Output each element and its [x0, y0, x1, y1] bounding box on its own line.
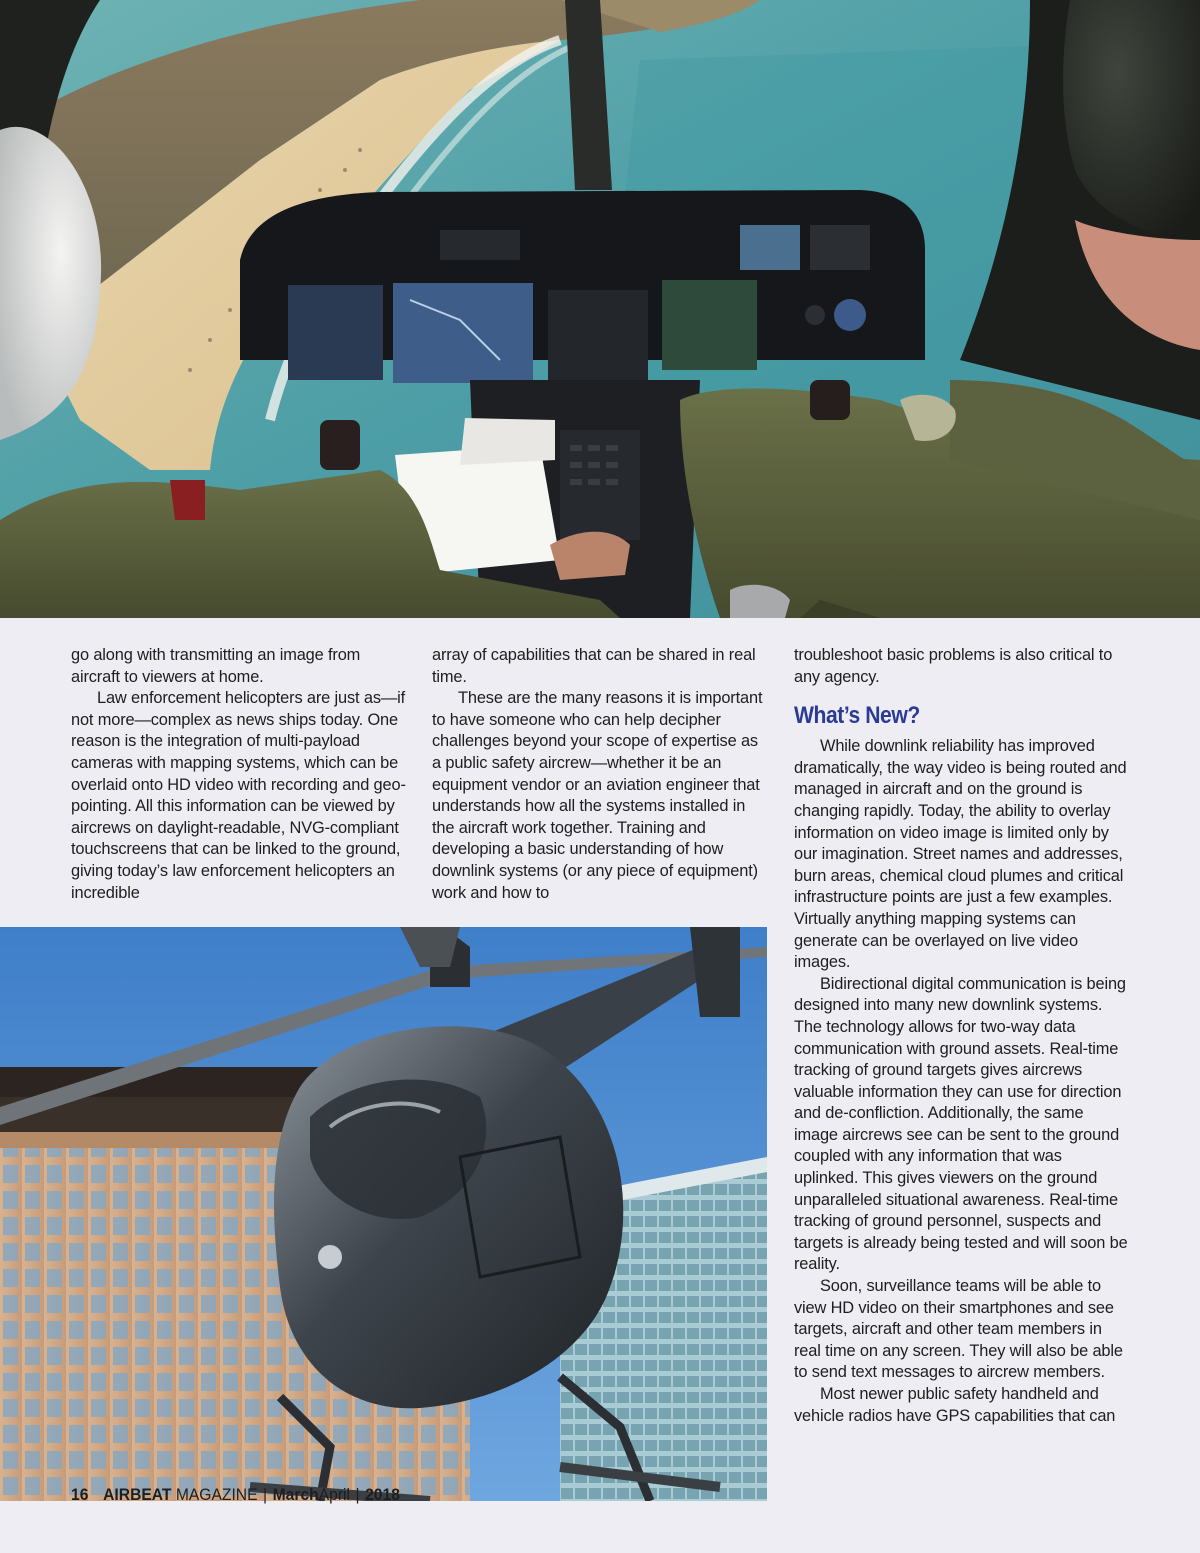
page-number: 16 [71, 1485, 89, 1504]
footer-separator: | [355, 1485, 360, 1504]
magazine-brand: AIRBEAT [103, 1485, 172, 1504]
body-paragraph: Most newer public safety handheld and vehicle radios have GPS capabilities that can [794, 1385, 1116, 1425]
issue-month-2: April [318, 1485, 351, 1504]
body-paragraph: troubleshoot basic problems is also critical to any agency. [794, 646, 1113, 686]
footer-separator: | [263, 1485, 268, 1504]
magazine-label: MAGAZINE [175, 1485, 258, 1504]
body-paragraph: array of capabilities that can be shared in real time. [432, 646, 756, 686]
body-paragraph: Soon, surveillance teams will be able to view HD video on their smartphones and see targets, aircraft and other team members in real time on any screen. They will also be able to send text messages to aircrew members. [794, 1277, 1123, 1382]
page-footer [71, 1484, 400, 1506]
cockpit-photo [0, 0, 1200, 618]
article-column-1 [71, 645, 406, 904]
article-column-3 [794, 645, 1129, 1427]
body-paragraph: Law enforcement helicopters are just as—if not more—complex as news ships today. One reason is the integration of multi-payload cameras with mapping systems, which can be overlaid onto HD video with recording and geo-pointing. All this information can be viewed by aircrews on daylight-readable, NVG-compliant touchscreens that can be linked to the ground, giving today’s law enforcement helicopters an incredible [71, 689, 406, 902]
issue-year: 2018 [365, 1485, 400, 1504]
article-column-2 [432, 645, 767, 904]
issue-month-1: March [272, 1485, 319, 1504]
helicopter-photo [0, 927, 767, 1501]
body-paragraph: go along with transmitting an image from aircraft to viewers at home. [71, 646, 361, 686]
body-paragraph: These are the many reasons it is important to have someone who can help decipher challenges beyond your scope of expertise as a public safety aircrew—whether it be an equipment vendor or an aviation engineer that understands how all the systems installed in the aircraft work together. Training and developing a basic understanding of how downlink systems (or any piece of equipment) work and how to [432, 689, 763, 902]
body-paragraph: Bidirectional digital communication is being designed into many new downlink systems. The technology allows for two-way data communication with ground assets. Real-time tracking of ground targets gives aircrews valuable information they can use for direction and de-confliction. Additionally, the same image aircrews see can be sent to the ground coupled with any information that was uplinked. This gives viewers on the ground unparalleled situational awareness. Real-time tracking of ground personnel, suspects and targets is already being tested and will soon be reality. [794, 974, 1128, 1274]
body-paragraph: While downlink reliability has improved dramatically, the way video is being routed and managed in aircraft and on the ground is changing rapidly. Today, the ability to overlay information on video image is limited only by our imagination. Street names and addresses, burn areas, chemical cloud plumes and critical infrastructure points are just a few examples. Virtually anything mapping systems can generate can be overlayed on live video images. [794, 737, 1127, 972]
section-heading: What’s New? [794, 702, 920, 730]
